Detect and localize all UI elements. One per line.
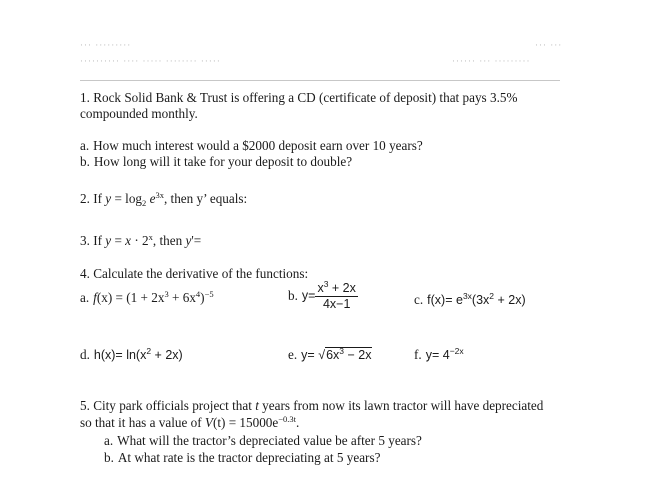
- q4-c-mid: (3x: [471, 293, 490, 307]
- q4-a-p3: −5: [204, 289, 214, 299]
- q2-exp: 3x: [155, 190, 164, 200]
- q5-line1: [80, 398, 543, 414]
- q4-a-mid: + 6x: [168, 290, 196, 305]
- q1-part-b: [80, 154, 352, 170]
- q5-b-label: b.: [104, 450, 114, 465]
- q3-eq: =: [111, 233, 126, 248]
- q4-e-in: 6x: [326, 348, 340, 362]
- q1-text-line1: Rock Solid Bank & Trust is offering a CD (certificate of deposit) that pays 3.5%: [93, 90, 518, 105]
- q3-line: [80, 233, 201, 249]
- q4-e-power: 3: [339, 346, 344, 356]
- q3-if: If: [93, 233, 102, 248]
- q5-part-a: [104, 433, 422, 449]
- q4-e-label: e.: [288, 347, 298, 362]
- q2-e: e: [146, 191, 156, 206]
- faded-header-right-2: ··· ···: [535, 40, 563, 50]
- q4-line: [80, 266, 308, 282]
- faded-header-left: ··· ·········: [80, 40, 132, 50]
- q4-d-power: 2: [146, 346, 152, 356]
- q4-f-label: f.: [414, 347, 422, 362]
- q1-b-label: b.: [80, 154, 90, 169]
- q2-number: 2.: [80, 191, 90, 206]
- q2-line: [80, 191, 247, 207]
- q3-y: y: [105, 233, 112, 248]
- q4-text: Calculate the derivative of the functions:: [93, 266, 309, 281]
- q4-a-close: ): [200, 290, 205, 305]
- q5-t: t: [255, 398, 259, 413]
- q4-number: 4.: [80, 266, 90, 281]
- q4-b-fraction: [315, 281, 357, 312]
- q4-part-b: [288, 281, 358, 312]
- q5-vexp: −0.3t: [278, 414, 297, 424]
- q2-then: , then y’ equals:: [163, 191, 248, 206]
- q5-a-text: What will the tractor’s depreciated value be after 5 years?: [117, 433, 422, 448]
- q4-a-p2: 4: [195, 289, 201, 299]
- q4-b-num-tail: + 2x: [328, 281, 356, 295]
- q4-e-expr: [301, 347, 372, 362]
- q3-then: , then: [152, 233, 183, 248]
- q5-V: V: [204, 415, 213, 430]
- q4-b-den: 4x−1: [322, 297, 351, 311]
- q5-line2a: so that it has a value of: [80, 415, 202, 430]
- q1-b-text: How long will it take for your deposit to double?: [93, 154, 353, 169]
- q1-line1: [80, 90, 517, 106]
- q4-b-label: b.: [288, 287, 298, 303]
- q3-tail: '=: [191, 233, 202, 248]
- q4-e-tail: − 2x: [344, 348, 372, 362]
- q1-a-text: How much interest would a $2000 deposit earn over 10 years?: [93, 138, 423, 153]
- q5-line2b: .: [296, 415, 300, 430]
- q4-c-label: c.: [414, 292, 424, 307]
- q4-d-label: d.: [80, 347, 90, 362]
- q4-part-d: [80, 347, 183, 363]
- q5-a-label: a.: [104, 433, 114, 448]
- q1-text-line2: compounded monthly.: [80, 106, 198, 121]
- header-rule: [80, 68, 560, 86]
- q5-b-text: At what rate is the tractor depreciating at 5 years?: [117, 450, 381, 465]
- q4-b-num-power: 3: [323, 279, 329, 289]
- q4-c-expr: [427, 293, 526, 307]
- q2-y: y: [105, 191, 112, 206]
- q3-yprime: y: [185, 233, 192, 248]
- q4-a-x: (x) = (1 + 2x: [96, 290, 165, 305]
- q4-c-power: 3x: [462, 291, 472, 301]
- q4-part-f: [414, 347, 464, 363]
- q4-d-expr: [94, 348, 183, 362]
- q3-x: x: [125, 233, 132, 248]
- q4-e-radicand: [325, 347, 372, 362]
- q5-number: 5.: [80, 398, 90, 413]
- q4-part-a: [80, 290, 214, 306]
- q4-part-c: [414, 292, 526, 308]
- q4-f-lhs: y= 4: [425, 348, 450, 362]
- faded-header-right: ······ ··· ·········: [452, 56, 531, 66]
- q5-line1a: City park officials project that: [93, 398, 252, 413]
- q5-line2: [80, 415, 299, 431]
- q4-f-expr: [426, 348, 464, 362]
- q4-d-tail: + 2x): [151, 348, 183, 362]
- q2-eq: = log: [111, 191, 143, 206]
- q5-line1b: years from now its lawn tractor will have depreciated: [262, 398, 544, 413]
- q2-if: If: [93, 191, 102, 206]
- q1-number: 1.: [80, 90, 90, 105]
- q4-part-e: [288, 347, 372, 363]
- q4-c-power-2: 2: [489, 291, 495, 301]
- q4-b-lhs: y=: [301, 288, 316, 303]
- faded-header-left-2: ·········· ···· ····· ········ ·····: [80, 56, 221, 66]
- q3-exp: x: [148, 232, 153, 242]
- q4-f-power: −2x: [449, 346, 464, 356]
- q5-part-b: [104, 450, 380, 466]
- q3-mid: · 2: [131, 233, 149, 248]
- q4-a-p1: 3: [164, 289, 169, 299]
- q4-c-tail: + 2x): [494, 293, 526, 307]
- q4-a-f: f: [93, 290, 97, 305]
- q2-base: 2: [142, 198, 147, 208]
- q4-c-lhs: f(x)= e: [427, 293, 463, 307]
- q1-part-a: [80, 138, 423, 154]
- q4-e-radical: √: [318, 348, 326, 362]
- q4-d-text: h(x)= ln(x: [93, 348, 147, 362]
- q4-b-numerator: [315, 281, 357, 297]
- q4-e-lhs: y=: [301, 348, 319, 362]
- q4-a-label: a.: [80, 290, 90, 305]
- q1-a-label: a.: [80, 138, 90, 153]
- q3-number: 3.: [80, 233, 90, 248]
- q5-vt: (t) = 15000e: [212, 415, 279, 430]
- q4-b-num: x: [317, 281, 324, 295]
